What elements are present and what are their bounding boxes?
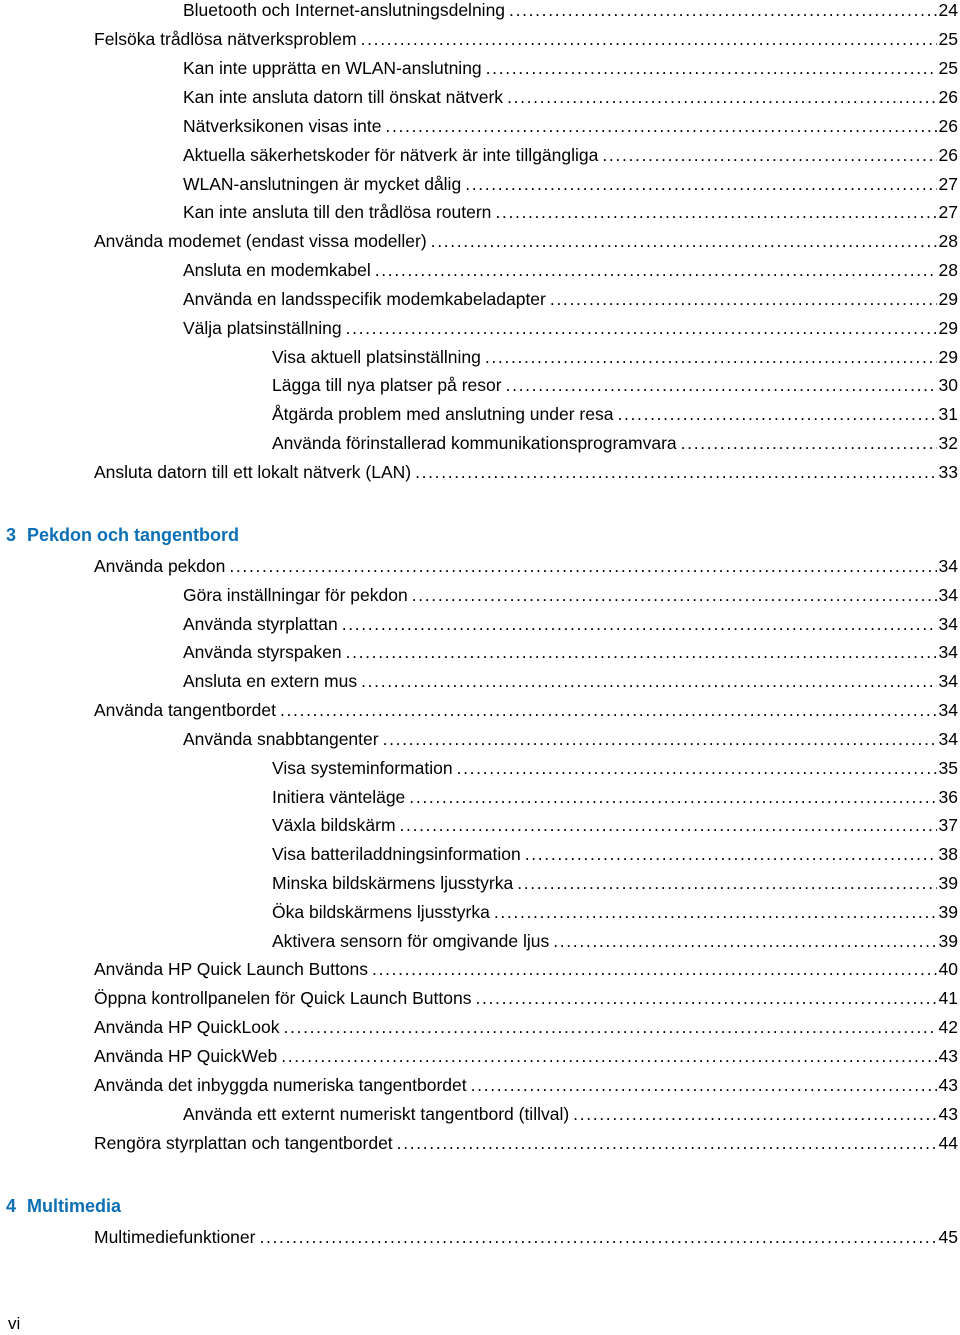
toc-entry-title: WLAN-anslutningen är mycket dålig (183, 174, 462, 194)
toc-entry[interactable] (94, 958, 958, 980)
toc-entry-title: Minska bildskärmens ljusstyrka (272, 873, 514, 893)
toc-entry[interactable] (272, 432, 958, 454)
toc-entry-page: 36 (938, 787, 958, 807)
toc-entry[interactable] (94, 699, 958, 721)
toc-entry[interactable] (183, 173, 958, 195)
toc-entry[interactable] (272, 403, 958, 425)
toc-entry-page: 25 (938, 29, 958, 49)
chapter-number: 4 (6, 1196, 17, 1216)
toc-entry[interactable] (183, 728, 958, 750)
toc-entry-page: 25 (938, 58, 958, 78)
dot-leader (361, 670, 936, 692)
toc-entry-page: 27 (938, 174, 958, 194)
dot-leader (617, 403, 936, 425)
toc-entry-title: Ansluta en modemkabel (183, 260, 371, 280)
toc-entry-page: 44 (938, 1133, 958, 1153)
toc-entry-title: Initiera vänteläge (272, 787, 406, 807)
toc-entry-page: 37 (938, 815, 958, 835)
toc-entry-title: Visa batteriladdningsinformation (272, 844, 521, 864)
dot-leader (681, 432, 937, 454)
dot-leader (346, 641, 937, 663)
dot-leader (400, 814, 937, 836)
dot-leader (397, 1132, 937, 1154)
toc-entry-title: Nätverksikonen visas inte (183, 116, 382, 136)
toc-entry-title: Åtgärda problem med anslutning under resa (272, 404, 614, 424)
dot-leader (259, 1226, 936, 1248)
toc-entry-page: 29 (938, 289, 958, 309)
toc-entry-title: Välja platsinställning (183, 318, 342, 338)
toc-entry-page: 42 (938, 1017, 958, 1037)
toc-entry[interactable] (183, 317, 958, 339)
toc-entry-title: Använda HP QuickLook (94, 1017, 280, 1037)
dot-leader (509, 0, 936, 21)
toc-entry-page: 34 (938, 729, 958, 749)
chapter-title: Pekdon och tangentbord (27, 525, 240, 545)
toc-entry[interactable] (272, 901, 958, 923)
toc-entry[interactable] (183, 1103, 958, 1125)
toc-entry[interactable] (94, 555, 958, 577)
toc-entry[interactable] (183, 0, 958, 21)
toc-entry-title: Bluetooth och Internet-anslutningsdelning (183, 0, 506, 20)
dot-leader (486, 57, 937, 79)
toc-entry-page: 39 (938, 902, 958, 922)
toc-entry-title: Använda pekdon (94, 556, 226, 576)
toc-entry-page: 27 (938, 202, 958, 222)
toc-entry-page: 28 (938, 231, 958, 251)
dot-leader (385, 115, 936, 137)
toc-entry[interactable] (183, 613, 958, 635)
toc-entry-title: Använda styrplattan (183, 614, 338, 634)
toc-entry-title: Öka bildskärmens ljusstyrka (272, 902, 490, 922)
dot-leader (494, 901, 937, 923)
toc-entry-title: Använda förinstallerad kommunikationsprogramvara (272, 433, 677, 453)
toc-entry[interactable] (94, 1016, 958, 1038)
toc-entry-title: Ansluta en extern mus (183, 671, 358, 691)
toc-entry[interactable] (94, 1074, 958, 1096)
dot-leader (281, 1045, 936, 1067)
dot-leader (573, 1103, 936, 1125)
toc-entry[interactable] (272, 872, 958, 894)
toc-entry-title: Använda styrspaken (183, 642, 342, 662)
toc-entry-page: 34 (938, 671, 958, 691)
toc-entry-page: 39 (938, 931, 958, 951)
dot-leader (465, 173, 936, 195)
dot-leader (372, 958, 937, 980)
toc-entry-title: Använda HP QuickWeb (94, 1046, 278, 1066)
toc-entry-title: Multimediefunktioner (94, 1227, 256, 1247)
dot-leader (229, 555, 936, 577)
chapter-number: 3 (6, 525, 17, 545)
toc-entry-title: Visa systeminformation (272, 758, 453, 778)
toc-entry-page: 26 (938, 116, 958, 136)
toc-entry-title: Kan inte upprätta en WLAN-anslutning (183, 58, 482, 78)
dot-leader (409, 786, 936, 808)
toc-entry-title: Rengöra styrplattan och tangentbordet (94, 1133, 393, 1153)
toc-entry-title: Öppna kontrollpanelen för Quick Launch Buttons (94, 988, 472, 1008)
toc-entry-page: 43 (938, 1046, 958, 1066)
toc-entry[interactable] (183, 259, 958, 281)
dot-leader (550, 288, 937, 310)
toc-entry-title: Aktuella säkerhetskoder för nätverk är inte tillgängliga (183, 145, 599, 165)
toc-entry[interactable] (272, 930, 958, 952)
dot-leader (284, 1016, 937, 1038)
toc-entry[interactable] (94, 1132, 958, 1154)
toc-entry[interactable] (94, 987, 958, 1009)
dot-leader (457, 757, 937, 779)
toc-entry[interactable] (183, 115, 958, 137)
toc-entry[interactable] (183, 57, 958, 79)
toc-entry-title: Göra inställningar för pekdon (183, 585, 408, 605)
dot-leader (375, 259, 937, 281)
dot-leader (517, 872, 936, 894)
toc-entry-page: 26 (938, 145, 958, 165)
toc-entry-title: Lägga till nya platser på resor (272, 375, 502, 395)
toc-entry-title: Använda HP Quick Launch Buttons (94, 959, 369, 979)
dot-leader (553, 930, 936, 952)
toc-entry[interactable] (94, 461, 958, 483)
toc-entry-title: Använda ett externt numeriskt tangentbord (tillval) (183, 1104, 570, 1124)
toc-entry-title: Aktivera sensorn för omgivande ljus (272, 931, 550, 951)
toc-entry-title: Använda snabbtangenter (183, 729, 379, 749)
toc-entry-title: Använda modemet (endast vissa modeller) (94, 231, 427, 251)
dot-leader (431, 230, 937, 252)
toc-entry-page: 34 (938, 585, 958, 605)
toc-entry[interactable] (94, 28, 958, 50)
toc-entry-page: 39 (938, 873, 958, 893)
toc-entry-page: 34 (938, 700, 958, 720)
dot-leader (342, 613, 937, 635)
dot-leader (346, 317, 937, 339)
chapter-title: Multimedia (27, 1196, 122, 1216)
toc-entry[interactable] (94, 1226, 958, 1248)
toc-entry-page: 29 (938, 347, 958, 367)
toc-entry-page: 38 (938, 844, 958, 864)
chapter-heading[interactable] (6, 524, 239, 546)
toc-entry-page: 28 (938, 260, 958, 280)
toc-entry-page: 35 (938, 758, 958, 778)
dot-leader (507, 86, 936, 108)
dot-leader (602, 144, 936, 166)
toc-entry[interactable] (272, 346, 958, 368)
toc-entry[interactable] (272, 814, 958, 836)
dot-leader (415, 461, 936, 483)
toc-entry[interactable] (94, 230, 958, 252)
dot-leader (361, 28, 937, 50)
dot-leader (280, 699, 937, 721)
dot-leader (525, 843, 937, 865)
toc-entry-title: Felsöka trådlösa nätverksproblem (94, 29, 357, 49)
toc-entry[interactable] (183, 584, 958, 606)
toc-entry-page: 33 (938, 462, 958, 482)
toc-entry-page: 29 (938, 318, 958, 338)
toc-entry[interactable] (183, 86, 958, 108)
toc-entry-page: 34 (938, 642, 958, 662)
toc-entry[interactable] (183, 201, 958, 223)
page-number: vi (8, 1314, 21, 1333)
dot-leader (383, 728, 937, 750)
toc-entry-title: Använda det inbyggda numeriska tangentbordet (94, 1075, 467, 1095)
toc-entry[interactable] (183, 144, 958, 166)
toc-entry-title: Kan inte ansluta till den trådlösa routern (183, 202, 492, 222)
toc-entry[interactable] (272, 786, 958, 808)
dot-leader (485, 346, 937, 368)
toc-entry[interactable] (183, 670, 958, 692)
dot-leader (506, 374, 937, 396)
toc-entry-page: 43 (938, 1075, 958, 1095)
toc-entry-page: 24 (938, 0, 958, 20)
toc-entry-page: 31 (938, 404, 958, 424)
toc-entry-title: Använda tangentbordet (94, 700, 276, 720)
dot-leader (475, 987, 936, 1009)
toc-entry-title: Visa aktuell platsinställning (272, 347, 481, 367)
dot-leader (471, 1074, 937, 1096)
toc-entry-page: 43 (938, 1104, 958, 1124)
toc-entry[interactable] (272, 843, 958, 865)
toc-entry[interactable] (183, 288, 958, 310)
toc-entry-page: 32 (938, 433, 958, 453)
dot-leader (495, 201, 936, 223)
toc-entry-page: 30 (938, 375, 958, 395)
toc-entry-title: Växla bildskärm (272, 815, 396, 835)
toc-entry-page: 40 (938, 959, 958, 979)
toc-entry[interactable] (183, 641, 958, 663)
toc-entry-title: Ansluta datorn till ett lokalt nätverk (LAN) (94, 462, 412, 482)
toc-entry[interactable] (94, 1045, 958, 1067)
toc-entry-page: 45 (938, 1227, 958, 1247)
toc-entry[interactable] (272, 757, 958, 779)
toc-entry-page: 26 (938, 87, 958, 107)
toc-entry-page: 41 (938, 988, 958, 1008)
toc-entry[interactable] (272, 374, 958, 396)
toc-entry-page: 34 (938, 556, 958, 576)
toc-entry-title: Kan inte ansluta datorn till önskat nätverk (183, 87, 504, 107)
chapter-heading[interactable] (6, 1195, 121, 1217)
toc-entry-title: Använda en landsspecifik modemkabeladapter (183, 289, 546, 309)
toc-entry-page: 34 (938, 614, 958, 634)
dot-leader (412, 584, 937, 606)
